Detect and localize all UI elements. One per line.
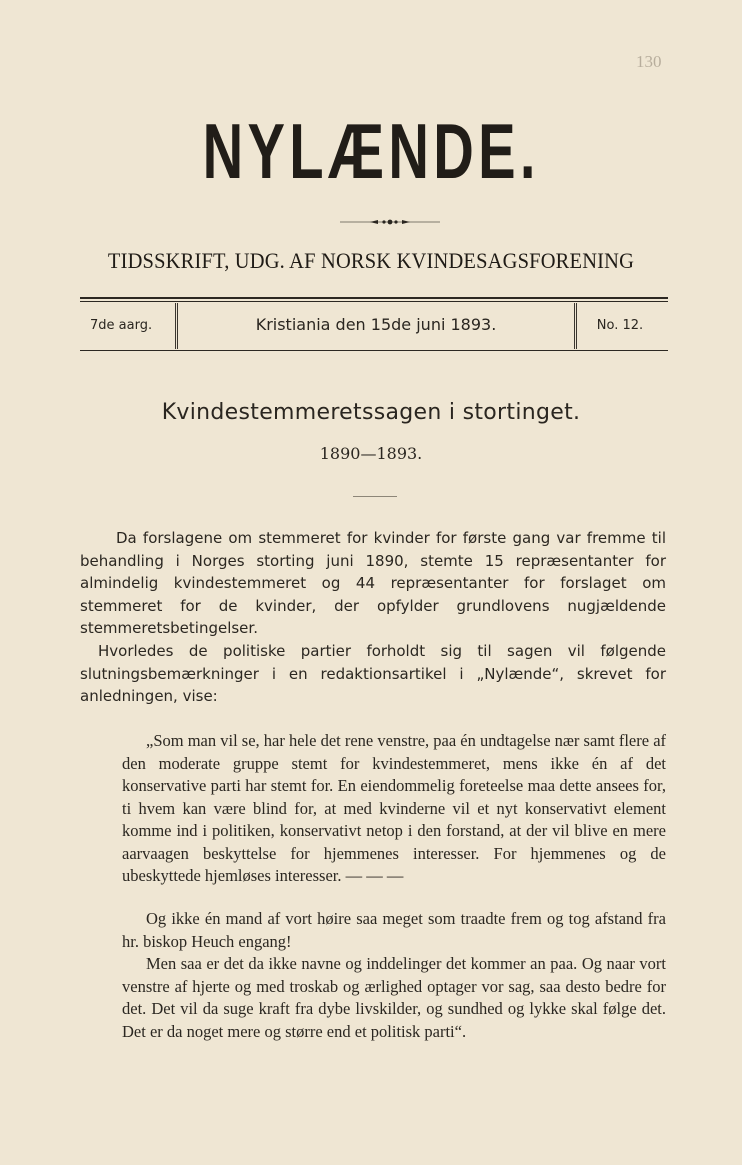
section-rule [353,496,397,497]
quote-paragraph: Men saa er det da ikke navne og inddelinger det kommer an paa. Og naar vort venstre af hjerte og med troskab og ærlighed optager vor sag, saa desto bedre for det. Det vil da suge kraft fra dybe livskilder, og sundhed og lykke skal følge det. Det er da noget mere og større end et politisk parti“. [122,954,666,1041]
article-title: Kvindestemmeretssagen i stortinget. [161,400,581,425]
quote-paragraph: Og ikke én mand af vort høire saa meget som traadte frem og tog afstand fra hr. biskop Heuch engang! [122,909,666,951]
masthead-subtitle: TIDSSKRIFT, UDG. AF NORSK KVINDESAGSFORENING [107,248,635,273]
issue-info-band [80,297,668,355]
ornament-divider [340,216,440,228]
issue-number: No. 12. [596,318,644,333]
article-years: 1890—1893. [319,444,423,463]
paragraph: Da forslagene om stemmeret for kvinder for første gang var fremme til behandling i Norges storting juni 1890, stemte 15 repræsentanter for almindelig kvindestemmeret og 44 repræsentanter for forslaget om stemmeret for de kvinder, der opfylder grundlovens nugjældende stemmeretsbetingelser. [80,529,666,637]
issue-volume: 7de aarg. [90,318,153,333]
issue-place-date: Kristiania den 15de juni 1893. [255,315,497,334]
paragraph: Hvorledes de politiske partier forholdt sig til sagen vil følgende slutningsbemærkninger i en redaktionsartikel i „Nylænde“, skrevet for anledningen, vise: [80,642,666,705]
quote-paragraph: „Som man vil se, har hele det rene venstre, paa én undtagelse nær samt flere af den moderate gruppe stemt for kvindestemmeret, mens ikke én af det konservative parti har stemt for. En eiendommelig foreteelse maa dette ansees for, ti hvem kan være blind for, at med kvinderne vil et nyt konservativt element komme ind i politiken, konservativt netop i den forstand, at der vil blive en mere aarvaagen beskyttelse for hjemmenes interesser. For hjemmenes og de ubeskyttede hjemløses interesser. — — — [122,731,667,885]
masthead-title: NYLÆNDE. [202,107,540,195]
masthead [0,107,742,195]
page-number: 130 [636,52,662,71]
